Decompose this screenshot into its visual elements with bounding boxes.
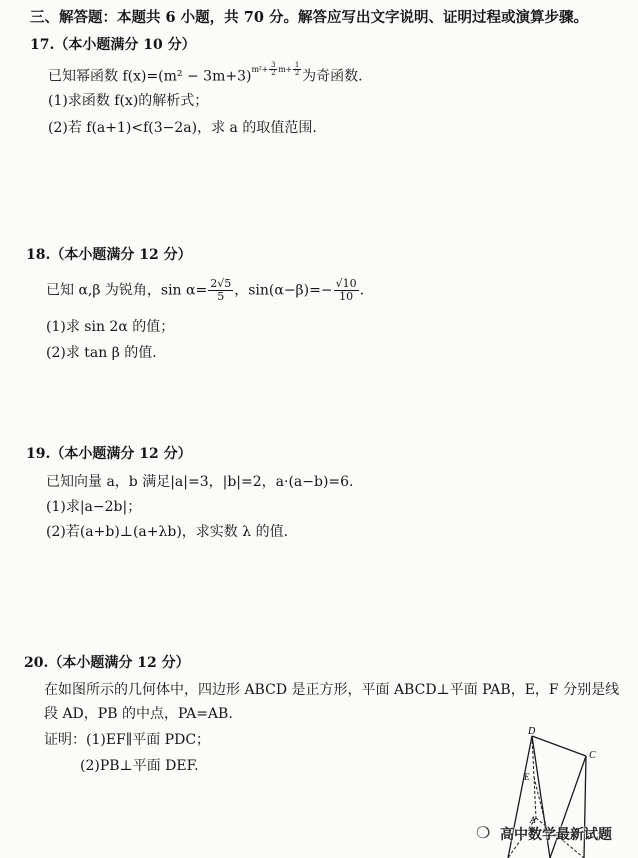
q17-stem-post: 为奇函数.	[302, 68, 363, 85]
q18-fraction-2: $\frac{√10}{10}$	[335, 277, 357, 303]
q20-stem-line2: 段 AD，PB 的中点，PA=AB.	[44, 706, 233, 722]
q19-heading: 19.（本小题满分 12 分）	[26, 446, 192, 462]
q18-fraction-1: $\frac{2√5}{5}$	[210, 277, 232, 303]
section-header: 三、解答题：本题共 6 小题，共 70 分。解答应写出文字说明、证明过程或演算步骤。	[30, 9, 588, 26]
q18-part2: (2)求 tan β 的值.	[46, 345, 157, 361]
q17-part1: (1)求函数 f(x)的解析式；	[48, 93, 209, 109]
q20-part2: (2)PB⊥平面 DEF.	[80, 758, 199, 774]
q18-stem-pre: 已知 α,β 为锐角，sin α=	[46, 282, 208, 299]
watermark-text: 高中数学最新试题	[500, 827, 612, 843]
label-A: A	[530, 815, 536, 825]
q17-part2: (2)若 f(a+1)<f(3−2a)，求 a 的取值范围.	[48, 120, 317, 136]
label-D: D	[528, 726, 536, 737]
q19-stem: 已知向量 a，b 满足|a|=3，|b|=2，a·(a−b)=6.	[46, 474, 354, 490]
q18-stem	[46, 278, 364, 303]
q20-stem-line1: 在如图所示的几何体中，四边形 ABCD 是正方形，平面 ABCD⊥平面 PAB，E，F 分别是线	[44, 682, 620, 698]
q18-part1: (1)求 sin 2α 的值；	[46, 319, 175, 335]
q17-stem-pre: 已知幂函数 f(x)=(m² − 3m+3)	[48, 68, 252, 85]
label-E: E	[524, 772, 530, 782]
watermark	[470, 815, 630, 849]
label-C: C	[589, 750, 596, 761]
q18-stem-mid: ，sin(α−β)=−	[234, 282, 333, 299]
q19-part1: (1)求|a−2b|；	[46, 499, 142, 515]
wechat-icon: ❍	[476, 823, 491, 842]
q17-stem	[48, 62, 363, 86]
q20-part1: 证明：(1)EF∥平面 PDC；	[44, 732, 211, 748]
q18-stem-end: .	[359, 282, 365, 299]
q18-heading: 18.（本小题满分 12 分）	[26, 247, 192, 263]
q17-exponent: m²+ 3 2 m+ 1 2	[251, 61, 300, 77]
q19-part2: (2)若(a+b)⊥(a+λb)，求实数 λ 的值.	[46, 524, 289, 540]
edge-DC	[532, 736, 586, 756]
q17-heading: 17.（本小题满分 10 分）	[30, 37, 196, 53]
q20-heading: 20.（本小题满分 12 分）	[24, 655, 190, 671]
